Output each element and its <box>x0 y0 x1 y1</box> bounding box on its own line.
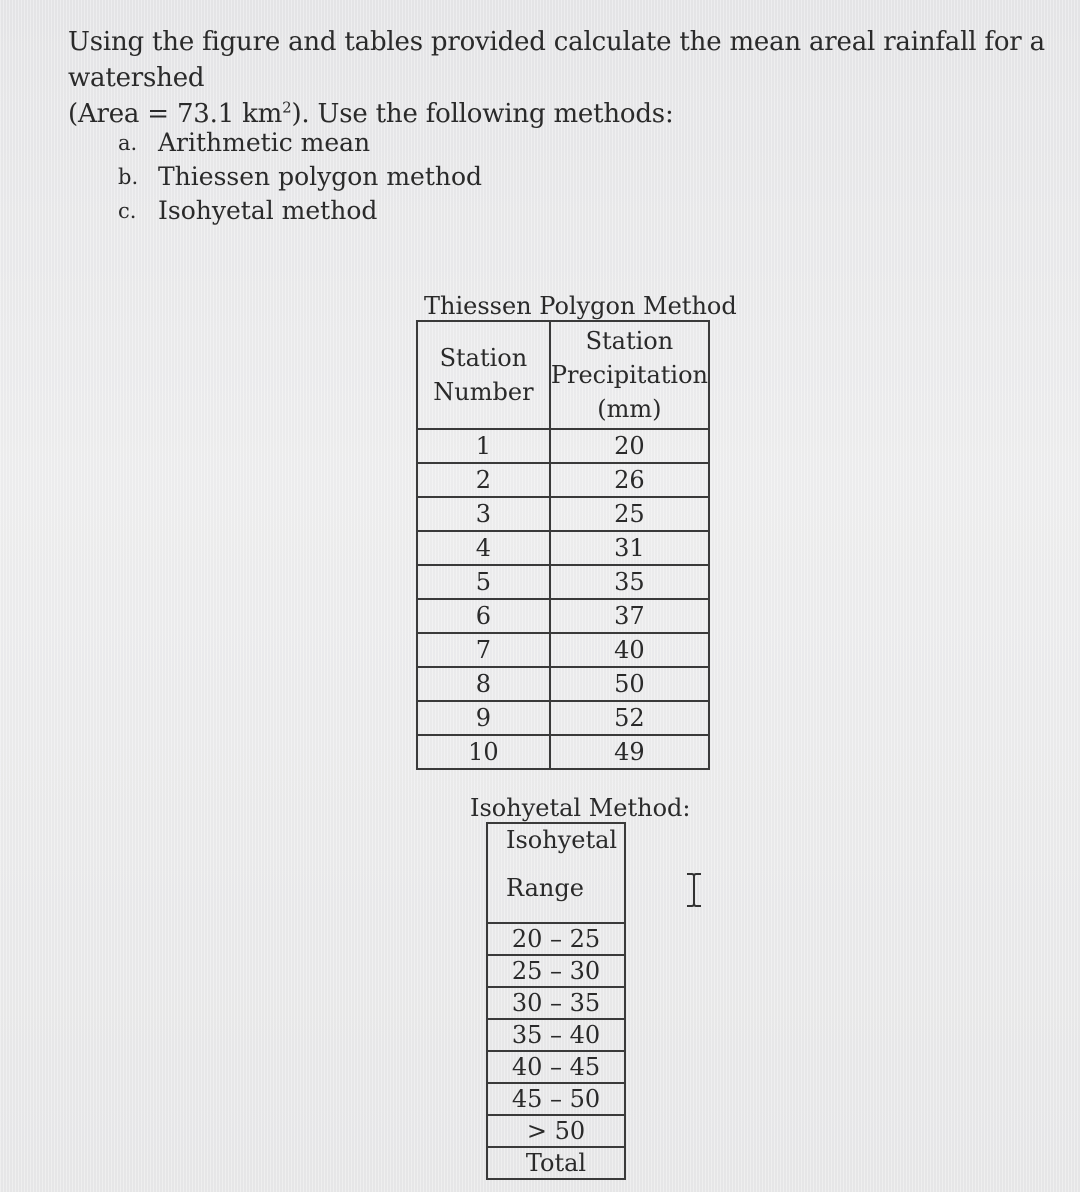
isohyetal-range-header <box>487 823 625 923</box>
isohyetal-range-cell: > 50 <box>487 1115 625 1147</box>
station-precipitation-header-line-3: (mm) <box>597 395 662 423</box>
station-number-header-line-2: Number <box>433 378 534 406</box>
question-line-2-suffix: ). Use the following methods: <box>291 99 674 129</box>
isohyetal-range-cell: 35 – 40 <box>487 1019 625 1051</box>
table-row <box>417 429 709 463</box>
table-row <box>417 701 709 735</box>
precipitation-cell: 37 <box>550 599 709 633</box>
method-item <box>118 126 482 160</box>
table-row <box>417 599 709 633</box>
isohyetal-header-line-2: Range <box>506 874 584 902</box>
station-number-cell: 9 <box>417 701 550 735</box>
precipitation-cell: 20 <box>550 429 709 463</box>
isohyetal-range-cell: 20 – 25 <box>487 923 625 955</box>
station-number-cell: 6 <box>417 599 550 633</box>
isohyetal-range-cell: 45 – 50 <box>487 1083 625 1115</box>
precipitation-cell: 49 <box>550 735 709 769</box>
table-row <box>487 1147 625 1179</box>
station-number-cell: 10 <box>417 735 550 769</box>
table-row <box>417 565 709 599</box>
thiessen-caption: Thiessen Polygon Method <box>424 292 737 320</box>
isohyetal-range-cell: 25 – 30 <box>487 955 625 987</box>
method-item <box>118 194 482 228</box>
station-number-header <box>417 321 550 429</box>
table-row <box>417 633 709 667</box>
station-number-cell: 4 <box>417 531 550 565</box>
precipitation-cell: 26 <box>550 463 709 497</box>
table-row <box>487 1083 625 1115</box>
precipitation-cell: 25 <box>550 497 709 531</box>
thiessen-header-row <box>417 321 709 429</box>
precipitation-cell: 31 <box>550 531 709 565</box>
isohyetal-range-cell: 30 – 35 <box>487 987 625 1019</box>
station-number-cell: 1 <box>417 429 550 463</box>
method-label: Arithmetic mean <box>158 128 371 157</box>
station-precipitation-header-line-2: Precipitation <box>550 361 708 389</box>
question-text <box>68 24 1048 132</box>
table-row <box>417 531 709 565</box>
precipitation-cell: 50 <box>550 667 709 701</box>
table-row <box>487 1019 625 1051</box>
text-cursor-icon <box>684 872 704 908</box>
isohyetal-table <box>486 822 626 1180</box>
isohyetal-header-row <box>487 823 625 923</box>
isohyetal-caption: Isohyetal Method: <box>470 794 691 822</box>
method-label: Isohyetal method <box>158 196 378 225</box>
thiessen-table <box>416 320 710 770</box>
station-number-cell: 2 <box>417 463 550 497</box>
question-line-1: Using the figure and tables provided calculate the mean areal rainfall for a watershed <box>68 27 1045 93</box>
method-marker: a. <box>118 131 138 155</box>
table-row <box>417 667 709 701</box>
station-precipitation-header <box>550 321 709 429</box>
isohyetal-header-line-1: Isohyetal <box>506 826 618 854</box>
table-row <box>417 735 709 769</box>
method-marker: b. <box>118 165 139 189</box>
table-row <box>487 955 625 987</box>
table-row <box>487 987 625 1019</box>
station-number-cell: 7 <box>417 633 550 667</box>
table-row <box>417 463 709 497</box>
station-number-cell: 5 <box>417 565 550 599</box>
question-line-2-prefix: (Area = 73.1 km <box>68 99 283 129</box>
precipitation-cell: 35 <box>550 565 709 599</box>
table-row <box>487 1051 625 1083</box>
table-row <box>487 923 625 955</box>
precipitation-cell: 40 <box>550 633 709 667</box>
methods-list <box>118 126 482 228</box>
method-marker: c. <box>118 199 137 223</box>
station-number-cell: 3 <box>417 497 550 531</box>
method-item <box>118 160 482 194</box>
precipitation-cell: 52 <box>550 701 709 735</box>
method-label: Thiessen polygon method <box>158 162 483 191</box>
question-superscript: 2 <box>282 98 292 117</box>
isohyetal-range-cell: 40 – 45 <box>487 1051 625 1083</box>
station-precipitation-header-line-1: Station <box>585 327 674 355</box>
station-number-header-line-1: Station <box>439 344 528 372</box>
isohyetal-total-cell: Total <box>487 1147 625 1179</box>
table-row <box>487 1115 625 1147</box>
station-number-cell: 8 <box>417 667 550 701</box>
table-row <box>417 497 709 531</box>
